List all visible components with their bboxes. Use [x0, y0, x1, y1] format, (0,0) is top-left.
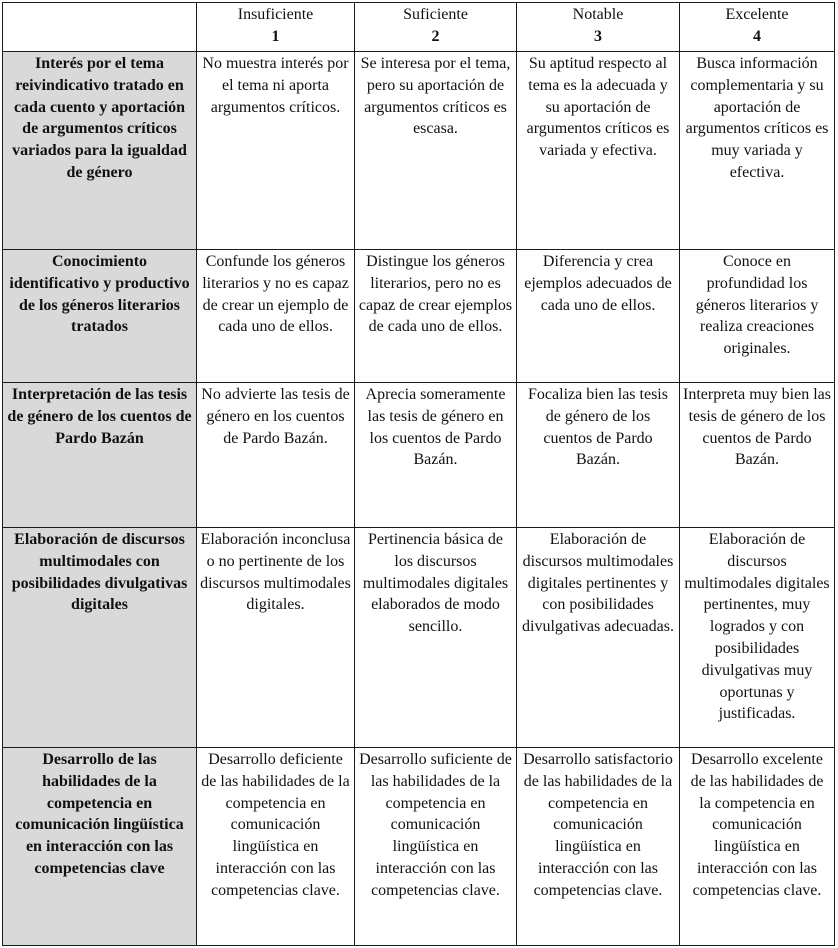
level-number: 4: [753, 27, 761, 45]
descriptor-cell: Focaliza bien las tesis de género de los cuentos de Pardo Bazán.: [517, 383, 680, 528]
criterion-row: [3, 528, 835, 748]
descriptor-cell: No advierte las tesis de género en los cuentos de Pardo Bazán.: [197, 383, 355, 528]
level-number: 2: [431, 27, 440, 45]
descriptor-cell: Diferencia y crea ejemplos adecuados de cada uno de ellos.: [517, 250, 680, 383]
descriptor-cell: Pertinencia básica de los discursos multimodales digitales elaborados de modo sencillo.: [355, 528, 517, 748]
level-number: 1: [271, 27, 280, 45]
criterion-row: [3, 52, 835, 250]
level-header: [355, 3, 517, 52]
descriptor-cell: Su aptitud respecto al tema es la adecuada y su aportación de argumentos críticos es variada y efectiva.: [517, 52, 680, 250]
descriptor-cell: Distingue los géneros literarios, pero no es capaz de crear ejemplos de cada uno de ellos.: [355, 250, 517, 383]
descriptor-cell: Desarrollo excelente de las habilidades de la competencia en comunicación lingüística en interacción con las competencias clave.: [680, 748, 835, 946]
descriptor-cell: Aprecia someramente las tesis de género en los cuentos de Pardo Bazán.: [355, 383, 517, 528]
descriptor-cell: Conoce en profundidad los géneros literarios y realiza creaciones originales.: [680, 250, 835, 383]
descriptor-cell: Confunde los géneros literarios y no es capaz de crear un ejemplo de cada uno de ellos.: [197, 250, 355, 383]
descriptor-cell: Elaboración inconclusa o no pertinente de los discursos multimodales digitales.: [197, 528, 355, 748]
descriptor-cell: Desarrollo deficiente de las habilidades de la competencia en comunicación lingüística en interacción con las competencias clave.: [197, 748, 355, 946]
descriptor-cell: Desarrollo satisfactorio de las habilidades de la competencia en comunicación lingüística en interacción con las competencias clave.: [517, 748, 680, 946]
header-row: [3, 3, 835, 52]
level-number: 3: [594, 27, 602, 45]
level-name: Insuficiente: [237, 6, 314, 23]
criterion-cell: Conocimiento identificativo y productivo de los géneros literarios tratados: [3, 250, 197, 383]
criterion-row: [3, 748, 835, 946]
level-name: Notable: [572, 6, 624, 23]
corner-cell: [3, 3, 197, 52]
level-name: Excelente: [725, 6, 789, 23]
criterion-cell: Interpretación de las tesis de género de los cuentos de Pardo Bazán: [3, 383, 197, 528]
descriptor-cell: Elaboración de discursos multimodales digitales pertinentes, muy logrados y con posibilidades divulgativas muy oportunas y justificadas.: [680, 528, 835, 748]
criterion-row: [3, 383, 835, 528]
level-name: Suficiente: [403, 6, 468, 23]
descriptor-cell: Se interesa por el tema, pero su aportación de argumentos críticos es escasa.: [355, 52, 517, 250]
level-header: [517, 3, 680, 52]
descriptor-cell: Desarrollo suficiente de las habilidades de la competencia en comunicación lingüística en interacción con las competencias clave.: [355, 748, 517, 946]
descriptor-cell: Elaboración de discursos multimodales digitales pertinentes y con posibilidades divulgativas adecuadas.: [517, 528, 680, 748]
level-header: [680, 3, 835, 52]
descriptor-cell: Busca información complementaria y su aportación de argumentos críticos es muy variada y efectiva.: [680, 52, 835, 250]
criterion-row: [3, 250, 835, 383]
criterion-cell: Interés por el tema reivindicativo tratado en cada cuento y aportación de argumentos críticos variados para la igualdad de género: [3, 52, 197, 250]
rubric-table: [2, 2, 835, 946]
descriptor-cell: No muestra interés por el tema ni aporta argumentos críticos.: [197, 52, 355, 250]
criterion-cell: Desarrollo de las habilidades de la competencia en comunicación lingüística en interacción con las competencias clave: [3, 748, 197, 946]
level-header: [197, 3, 355, 52]
criterion-cell: Elaboración de discursos multimodales con posibilidades divulgativas digitales: [3, 528, 197, 748]
descriptor-cell: Interpreta muy bien las tesis de género de los cuentos de Pardo Bazán.: [680, 383, 835, 528]
